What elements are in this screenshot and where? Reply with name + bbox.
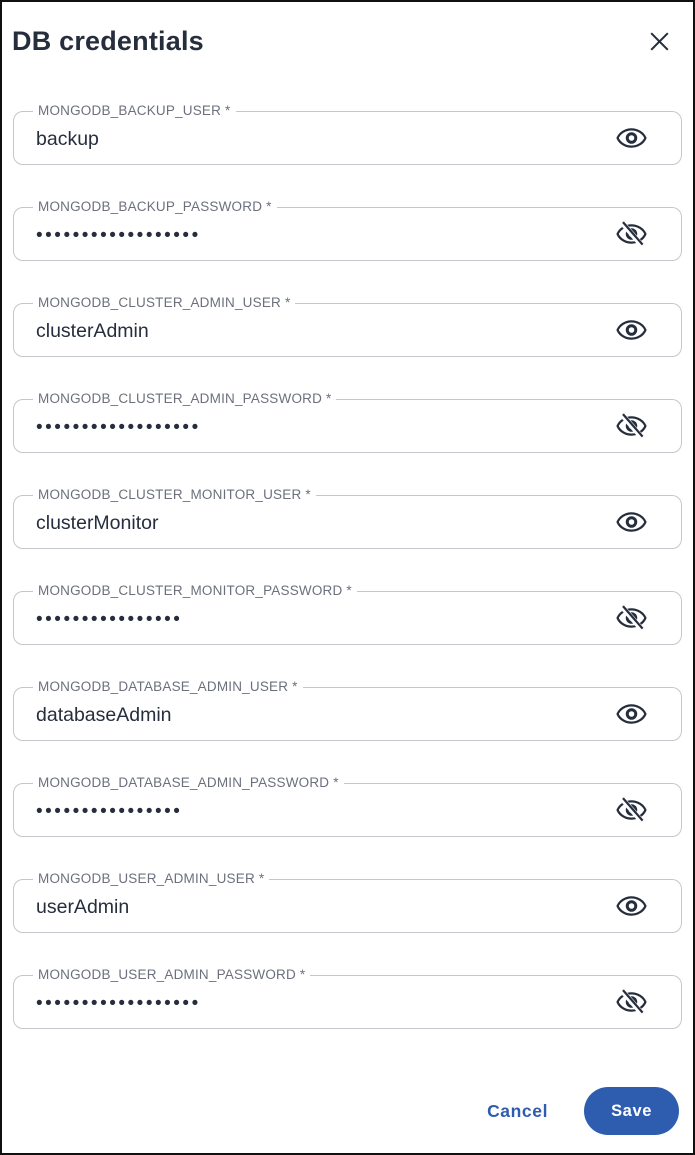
field-input[interactable] xyxy=(13,591,682,645)
field-value: backup xyxy=(36,127,99,150)
visibility-off-icon[interactable] xyxy=(616,797,647,823)
field-value: •••••••••••••••••• xyxy=(36,225,201,246)
field-value: userAdmin xyxy=(36,895,130,918)
field-label: MONGODB_CLUSTER_MONITOR_PASSWORD * xyxy=(33,583,357,598)
field-input[interactable] xyxy=(13,783,682,837)
field-input[interactable] xyxy=(13,687,682,741)
field-value: clusterAdmin xyxy=(36,319,149,342)
dialog-title: DB credentials xyxy=(12,26,204,56)
visibility-icon[interactable] xyxy=(616,125,647,151)
form-field xyxy=(13,966,682,1029)
form-field xyxy=(13,774,682,837)
field-label: MONGODB_CLUSTER_ADMIN_PASSWORD * xyxy=(33,391,336,406)
field-label: MONGODB_BACKUP_PASSWORD * xyxy=(33,199,277,214)
form-field xyxy=(13,486,682,549)
visibility-off-icon[interactable] xyxy=(616,221,647,247)
dialog-header xyxy=(2,2,693,60)
close-icon xyxy=(646,43,673,58)
field-label: MONGODB_CLUSTER_ADMIN_USER * xyxy=(33,295,295,310)
dialog-footer xyxy=(481,1087,679,1135)
field-input[interactable] xyxy=(13,207,682,261)
visibility-off-icon[interactable] xyxy=(616,413,647,439)
field-input[interactable] xyxy=(13,495,682,549)
form-field xyxy=(13,870,682,933)
field-value: databaseAdmin xyxy=(36,703,172,726)
visibility-off-icon[interactable] xyxy=(616,605,647,631)
field-input[interactable] xyxy=(13,303,682,357)
form-field xyxy=(13,678,682,741)
field-value: •••••••••••••••• xyxy=(36,609,183,630)
field-input[interactable] xyxy=(13,111,682,165)
save-button[interactable]: Save xyxy=(584,1087,679,1135)
credentials-form xyxy=(2,102,693,1029)
field-value: •••••••••••••••••• xyxy=(36,417,201,438)
field-value: •••••••••••••••• xyxy=(36,801,183,822)
visibility-icon[interactable] xyxy=(616,701,647,727)
field-input[interactable] xyxy=(13,399,682,453)
form-field xyxy=(13,294,682,357)
field-value: clusterMonitor xyxy=(36,511,159,534)
field-label: MONGODB_BACKUP_USER * xyxy=(33,103,236,118)
visibility-icon[interactable] xyxy=(616,317,647,343)
visibility-off-icon[interactable] xyxy=(616,989,647,1015)
field-label: MONGODB_CLUSTER_MONITOR_USER * xyxy=(33,487,316,502)
field-label: MONGODB_DATABASE_ADMIN_USER * xyxy=(33,679,303,694)
field-value: •••••••••••••••••• xyxy=(36,993,201,1014)
field-label: MONGODB_USER_ADMIN_USER * xyxy=(33,871,269,886)
field-label: MONGODB_USER_ADMIN_PASSWORD * xyxy=(33,967,310,982)
form-field xyxy=(13,582,682,645)
close-button[interactable] xyxy=(642,24,677,59)
form-field xyxy=(13,390,682,453)
field-input[interactable] xyxy=(13,975,682,1029)
field-label: MONGODB_DATABASE_ADMIN_PASSWORD * xyxy=(33,775,344,790)
form-field xyxy=(13,198,682,261)
visibility-icon[interactable] xyxy=(616,893,647,919)
cancel-button[interactable]: Cancel xyxy=(481,1100,554,1123)
form-field xyxy=(13,102,682,165)
field-input[interactable] xyxy=(13,879,682,933)
visibility-icon[interactable] xyxy=(616,509,647,535)
